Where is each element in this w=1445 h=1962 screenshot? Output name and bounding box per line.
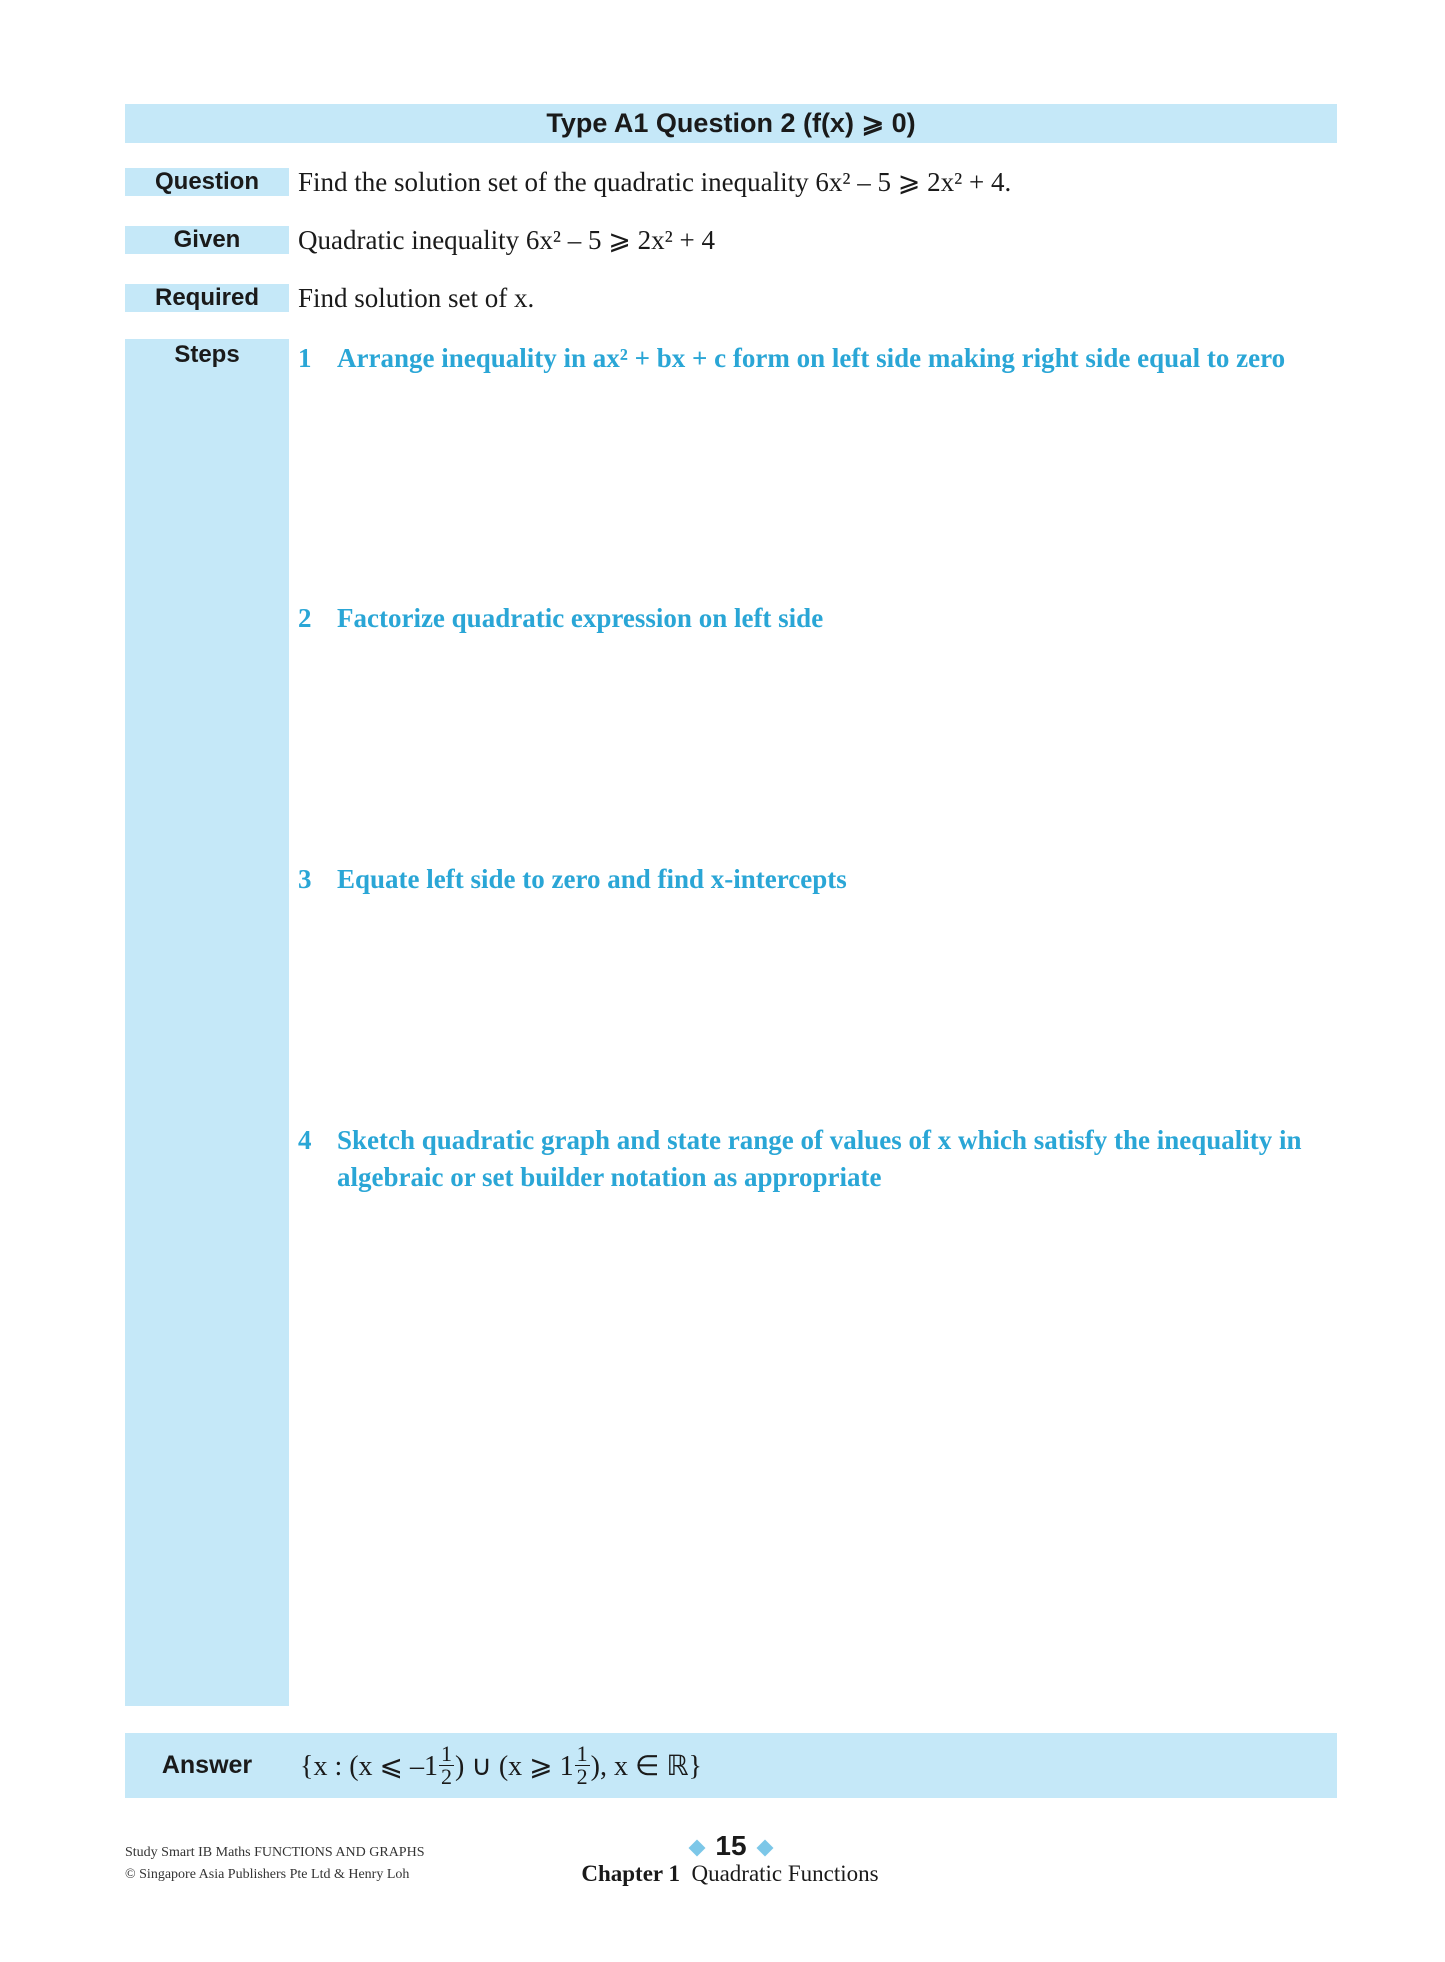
- given-text: Quadratic inequality 6x² – 5 ⩾ 2x² + 4: [298, 225, 715, 255]
- step-text: Equate left side to zero and find x-intercepts: [337, 864, 847, 894]
- step-1: [298, 340, 1343, 377]
- given-label: Given: [125, 226, 289, 254]
- fraction-half: [575, 1743, 590, 1788]
- section-title: Type A1 Question 2 (f(x) ⩾ 0): [546, 108, 916, 138]
- required-label: Required: [125, 284, 289, 312]
- fraction-half: [439, 1743, 454, 1788]
- question-label: Question: [125, 168, 289, 196]
- step-number: 3: [298, 864, 312, 894]
- step-number: 4: [298, 1125, 312, 1155]
- fraction-numerator: 1: [576, 1741, 588, 1766]
- step-3: [298, 861, 1343, 898]
- answer-label: Answer: [161, 1751, 253, 1779]
- diamond-icon: [756, 1839, 773, 1856]
- copyright: © Singapore Asia Publishers Pte Ltd & Henry Loh: [125, 1867, 410, 1882]
- step-number: 1: [298, 343, 312, 373]
- fraction-denominator: 2: [576, 1764, 588, 1789]
- fraction-denominator: 2: [441, 1764, 453, 1789]
- step-text: Arrange inequality in ax² + bx + c form on left side making right side equal to zero: [337, 343, 1286, 373]
- steps-column: [125, 339, 289, 1706]
- answer-part-1: {x : (x ⩽ –1: [300, 1750, 439, 1782]
- book-title: Study Smart IB Maths FUNCTIONS AND GRAPHS: [125, 1845, 425, 1860]
- step-text: Factorize quadratic expression on left side: [337, 603, 824, 633]
- steps-label: Steps: [174, 341, 240, 368]
- chapter-title: Quadratic Functions: [691, 1861, 879, 1886]
- step-2: [298, 600, 1343, 637]
- step-number: 2: [298, 603, 312, 633]
- fraction-numerator: 1: [441, 1741, 453, 1766]
- step-4: [298, 1122, 1343, 1196]
- required-text: Find solution set of x.: [298, 283, 535, 313]
- page-number: 15: [715, 1830, 747, 1861]
- diamond-icon: [689, 1839, 706, 1856]
- chapter-number: Chapter 1: [581, 1861, 680, 1886]
- step-text: Sketch quadratic graph and state range of values of x which satisfy the inequality in algebraic or set builder notation as appropriate: [337, 1125, 1302, 1192]
- answer-text: [300, 1733, 702, 1798]
- chapter-caption: [560, 1861, 900, 1887]
- answer-part-3: ), x ∈ ℝ}: [590, 1750, 702, 1782]
- section-title-band: [125, 104, 1337, 143]
- footer-credits: [125, 1842, 424, 1886]
- answer-part-2: ) ∪ (x ⩾ 1: [455, 1750, 574, 1782]
- question-text: Find the solution set of the quadratic inequality 6x² – 5 ⩾ 2x² + 4.: [298, 167, 1012, 197]
- page-number-block: [620, 1830, 842, 1862]
